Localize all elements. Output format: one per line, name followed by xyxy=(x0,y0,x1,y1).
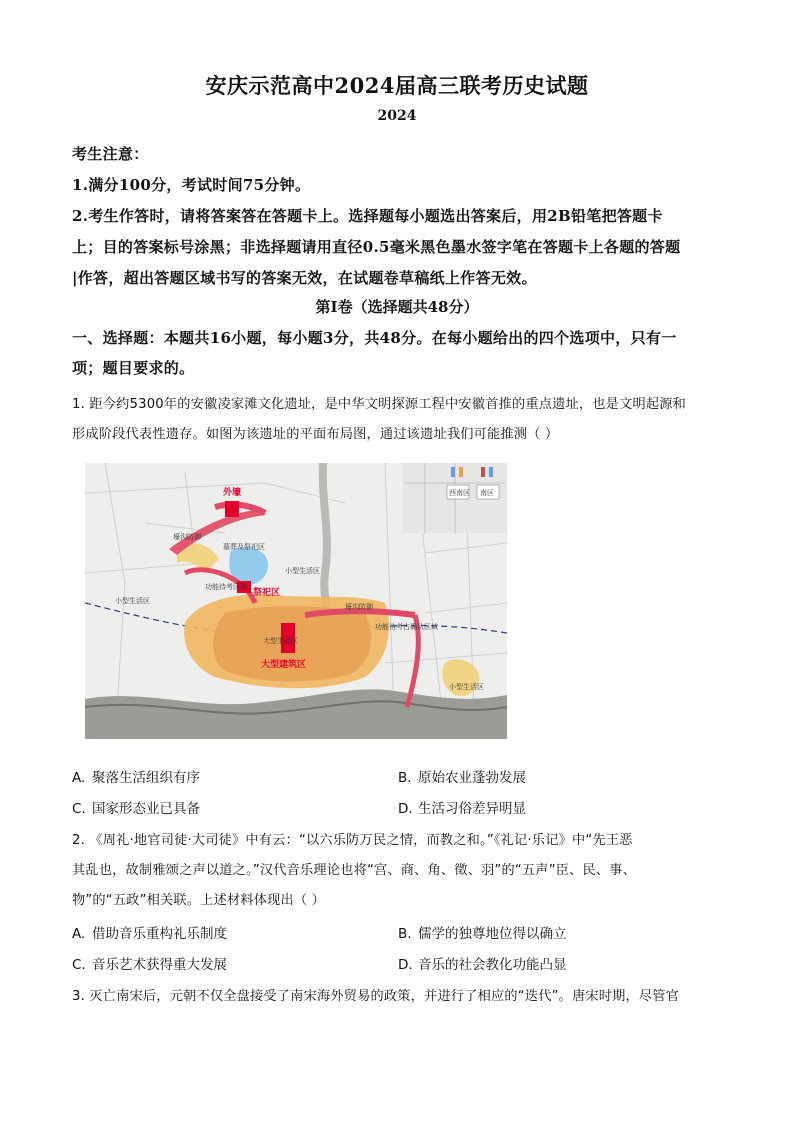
question-2-option-d[interactable]: D. 音乐的社会教化功能凸显 xyxy=(398,957,567,973)
label-wall-east: 壕沟防御 xyxy=(345,603,373,611)
label-small-life-3: 小型生活区 xyxy=(449,683,484,691)
notice-heading: 考生注意： xyxy=(72,145,149,163)
label-sacrifice-area: 祭祀区 xyxy=(253,588,281,598)
site-layout-map-svg xyxy=(85,463,507,739)
label-outer-moat: 外壕 xyxy=(223,488,242,498)
question-1-option-c[interactable]: C. 国家形态业已具备 xyxy=(72,801,200,817)
question-2-line-3: 物”的“五政”相关联。上述材料体现出（ ） xyxy=(72,893,326,908)
question-2-option-b[interactable]: B. 儒学的独尊地位得以确立 xyxy=(398,926,567,942)
question-1-line-1: 1. 距今约5300年的安徽凌家滩文化遗址，是中华文明探源工程中安徽首推的重点遗址，也是文明起源和 xyxy=(72,397,687,412)
notice-item-2-line-3: |作答，超出答题区域书写的答案无效，在试题卷草稿纸上作答无效。 xyxy=(72,269,537,287)
label-south-area: 南区 xyxy=(480,489,494,497)
question-2-line-2: 其乱也，故制雅颂之声以道之。”汉代音乐理论也将“宫、商、角、徵、羽”的“五声”臣、民、事、 xyxy=(72,863,637,878)
label-wall-west: 壕沟防御 xyxy=(173,533,201,541)
label-tomb-area: 墓葬及祭祀区 xyxy=(223,543,265,551)
exam-title: 安庆示范高中2024届高三联考历史试题 xyxy=(205,73,589,98)
notice-item-2-line-1: 2.考生作答时，请将答案答在答题卡上。选择题每小题选出答案后，用2B铅笔把答题卡 xyxy=(72,207,663,225)
question-2-option-a[interactable]: A. 借助音乐重构礼乐制度 xyxy=(72,926,227,942)
question-1-line-2: 形成阶段代表性遗存。如图为该遗址的平面布局图，通过该遗址我们可能推测（ ） xyxy=(72,427,559,442)
label-small-life-2: 小型生活区 xyxy=(115,597,150,605)
section-instruction-line-2: 项；题目要求的。 xyxy=(72,359,195,377)
notice-item-2-line-2: 上；目的答案标号涂黑；非选择题请用直径0.5毫米黑色墨水签字笔在答题卡上各题的答题 xyxy=(72,238,681,256)
section-title: 第Ⅰ卷（选择题共48分） xyxy=(315,298,479,316)
question-2-line-1: 2. 《周礼·地官司徒·大司徒》中有云：“以六乐防万民之情，而教之和。”《礼记·乐记》中“先王恶 xyxy=(72,833,633,848)
question-2-option-c[interactable]: C. 音乐艺术获得重大发展 xyxy=(72,957,227,973)
question-1-option-b[interactable]: B. 原始农业蓬勃发展 xyxy=(398,770,526,786)
label-small-life-1: 小型生活区 xyxy=(285,567,320,575)
label-large-building: 大型建筑区 xyxy=(261,660,307,670)
label-func-area-2: 功能待考古确认区域 xyxy=(375,623,438,631)
exam-year: 2024 xyxy=(377,108,417,124)
label-large-life: 大型生活区 xyxy=(263,637,298,645)
question-1-option-d[interactable]: D. 生活习俗差异明显 xyxy=(398,801,526,817)
label-west-south: 西南区 xyxy=(449,489,470,497)
notice-item-1: 1.满分100分，考试时间75分钟。 xyxy=(72,176,311,194)
section-instruction-line-1: 一、选择题：本题共16小题，每小题3分，共48分。在每小题给出的四个选项中，只有一 xyxy=(72,329,677,347)
question-1-option-a[interactable]: A. 聚落生活组织有序 xyxy=(72,770,200,786)
label-func-area: 功能待考区域 xyxy=(205,583,247,591)
question-3-line-1: 3. 灭亡南宋后，元朝不仅全盘接受了南宋海外贸易的政策，并进行了相应的“迭代”。唐宋时期，尽管官 xyxy=(72,989,680,1004)
site-layout-map xyxy=(85,463,507,739)
